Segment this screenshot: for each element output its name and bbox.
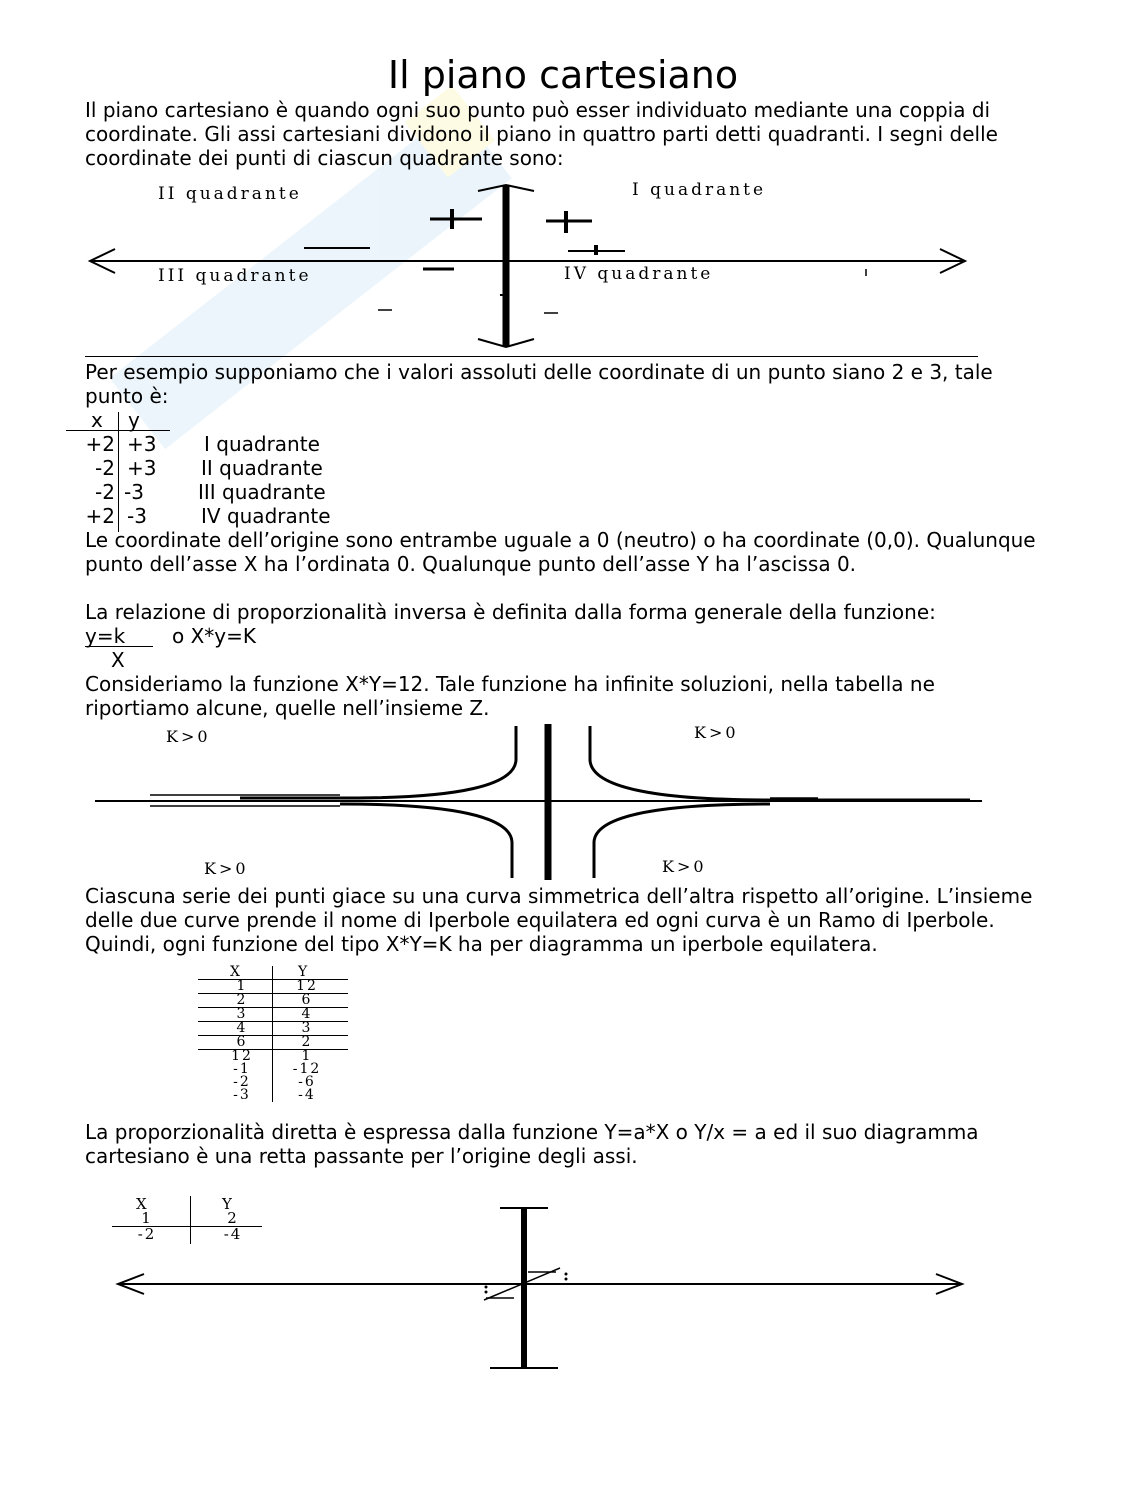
sign-x: -2	[95, 480, 115, 504]
point-dot	[565, 1273, 568, 1276]
label-top-right: K>0	[694, 723, 739, 742]
xy-cell-x: -3	[233, 1087, 251, 1103]
xy-cell-y: 6	[301, 992, 313, 1008]
direct-proportion-diagram	[110, 1195, 970, 1375]
xy-cell-x: 2	[236, 992, 248, 1008]
xy-cell-x: -2	[233, 1074, 251, 1090]
xy-table-divider	[272, 966, 273, 1102]
xy-cell-x: 1	[236, 978, 248, 994]
xy-table	[190, 966, 360, 1102]
hyperbola-diagram	[90, 722, 990, 882]
label-top-left: K>0	[166, 727, 211, 746]
xy-header-x: X	[230, 964, 242, 980]
sign-y: +3	[127, 432, 157, 456]
intro-paragraph: Il piano cartesiano è quando ogni suo punto può esser individuato mediante una coppia di coordinate. Gli assi cartesiani dividono il piano in quattro parti detti quadranti. I segni delle coordinate dei punti di ciascun quadrante sono:	[85, 98, 998, 170]
sign-y: -3	[124, 480, 144, 504]
sign-quadrant: II quadrante	[201, 456, 323, 480]
example-paragraph: Per esempio supponiamo che i valori assoluti delle coordinate di un punto siano 2 e 3, tale punto è:	[85, 360, 993, 408]
direct-header-x: X	[136, 1195, 149, 1213]
direct-cell-x: 1	[141, 1209, 153, 1227]
direct-header-y: Y	[222, 1195, 234, 1213]
sign-quadrant: IV quadrante	[201, 504, 331, 528]
hyperbola-branch-q1	[590, 726, 970, 800]
sign-x: -2	[95, 456, 115, 480]
xy-cell-y: -12	[292, 1061, 322, 1077]
sign-table-header-y: y	[128, 408, 140, 432]
xy-cell-y: -4	[298, 1087, 316, 1103]
quadrant-diagram	[80, 175, 980, 355]
xy-cell-x: -1	[233, 1061, 251, 1077]
hyperbola-branch-q2	[240, 726, 516, 798]
direct-paragraph: La proporzionalità diretta è espressa dalla funzione Y=a*X o Y/x = a ed il suo diagramma cartesiano è una retta passante per l’origine degli assi.	[85, 1120, 979, 1168]
xy-cell-x: 3	[236, 1006, 248, 1022]
point-dot	[485, 1286, 488, 1289]
sign-x: +2	[85, 504, 115, 528]
formula-numerator: y=k	[85, 624, 126, 648]
page-title: Il piano cartesiano	[387, 53, 739, 97]
sign-table-divider	[118, 412, 119, 532]
curve-paragraph: Ciascuna serie dei punti giace su una curva simmetrica dell’altra rispetto all’origine. L’insieme delle due curve prende il nome di Iperbole equilatera ed ogni curva è un Ramo di Iperbole. Quindi, ogni funzione del tipo X*Y=K ha per diagramma un iperbole equilatera.	[85, 884, 1033, 956]
label-q2: II quadrante	[158, 184, 302, 204]
formula-alt: o X*y=K	[172, 624, 257, 648]
divider	[85, 356, 978, 357]
label-bottom-right: K>0	[662, 857, 707, 876]
point-dot	[565, 1278, 568, 1281]
xy-cell-y: 12	[296, 978, 318, 994]
consider-paragraph: Consideriamo la funzione X*Y=12. Tale funzione ha infinite soluzioni, nella tabella ne riportiamo alcune, quelle nell’insieme Z.	[85, 672, 935, 720]
sign-quadrant: I quadrante	[204, 432, 320, 456]
xy-cell-y: 3	[301, 1020, 313, 1036]
hyperbola-branch-q3	[340, 804, 512, 878]
xy-cell-x: 6	[236, 1034, 248, 1050]
sign-x: +2	[85, 432, 115, 456]
sign-table-header-x: x	[91, 408, 103, 432]
direct-cell-y: -4	[223, 1225, 243, 1243]
direct-cell-x: -2	[137, 1225, 157, 1243]
sign-y: +3	[127, 456, 157, 480]
xy-cell-x: 12	[231, 1048, 253, 1064]
xy-cell-y: 1	[301, 1048, 313, 1064]
label-q1: I quadrante	[632, 180, 767, 200]
sign-quadrant: III quadrante	[198, 480, 326, 504]
sign-y: -3	[127, 504, 147, 528]
point-dot	[485, 1291, 488, 1294]
xy-cell-y: -6	[298, 1074, 316, 1090]
label-q4: IV quadrante	[564, 264, 714, 284]
label-q3: III quadrante	[158, 266, 312, 286]
fraction-bar	[85, 646, 153, 647]
origin-paragraph: Le coordinate dell’origine sono entrambe uguale a 0 (neutro) o ha coordinate (0,0). Qualunque punto dell’asse X ha l’ordinata 0. Qualunque punto dell’asse Y ha l’ascissa 0.	[85, 528, 1036, 576]
label-bottom-left: K>0	[204, 859, 249, 878]
formula-denominator: X	[111, 648, 125, 672]
direct-cell-y: 2	[227, 1209, 239, 1227]
xy-cell-x: 4	[236, 1020, 248, 1036]
xy-cell-y: 4	[301, 1006, 313, 1022]
xy-cell-y: 2	[301, 1034, 313, 1050]
inverse-paragraph: La relazione di proporzionalità inversa è definita dalla forma generale della funzione:	[85, 600, 936, 624]
xy-header-y: Y	[298, 964, 310, 980]
